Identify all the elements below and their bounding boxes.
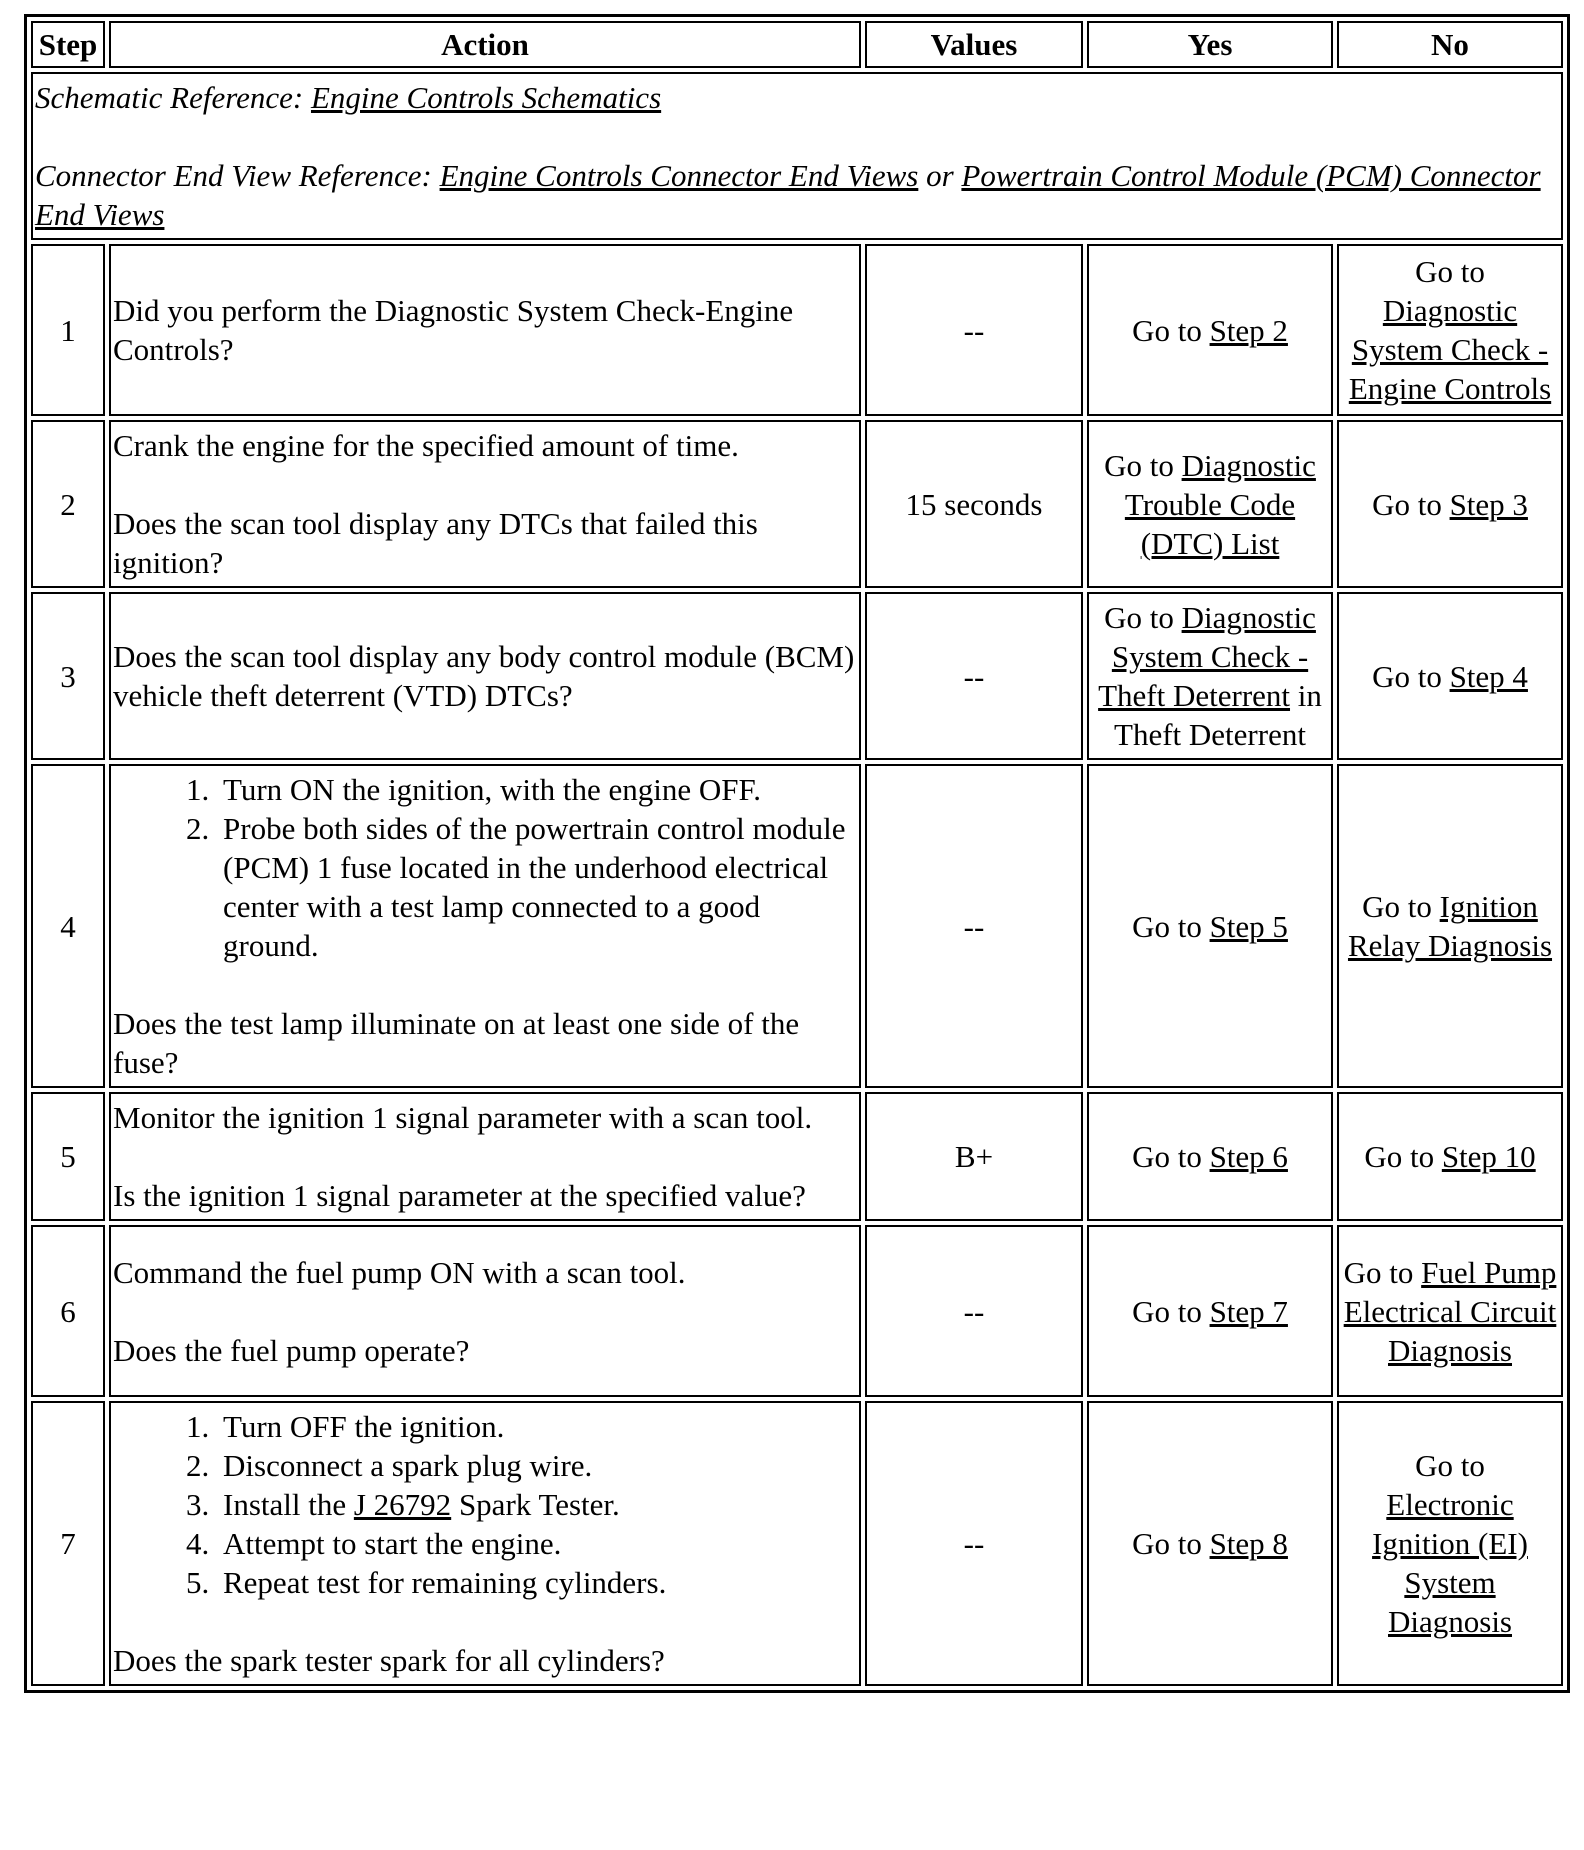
no-cell <box>1337 420 1563 588</box>
no-prefix: Go to <box>1372 486 1450 522</box>
value-cell: -- <box>865 764 1083 1088</box>
yes-cell <box>1087 420 1333 588</box>
value-cell: -- <box>865 1225 1083 1397</box>
table-row <box>31 420 1563 588</box>
value-cell: -- <box>865 592 1083 760</box>
list-item: 2. Disconnect a spark plug wire. <box>217 1446 857 1485</box>
action-cell <box>109 420 861 588</box>
yes-cell <box>1087 1092 1333 1221</box>
no-prefix: Go to <box>1343 1254 1422 1290</box>
action-cell <box>109 1092 861 1221</box>
no-link[interactable]: Diagnostic System Check - Engine Controls <box>1348 293 1552 406</box>
yes-prefix: Go to <box>1132 1526 1210 1561</box>
table-row <box>31 1225 1563 1397</box>
diagnostic-table <box>24 14 1570 1693</box>
header-no: No <box>1337 21 1563 68</box>
yes-link[interactable]: Step 2 <box>1209 312 1288 348</box>
yes-prefix: Go to <box>1104 600 1182 635</box>
connector-end-views-link[interactable]: Engine Controls Connector End Views <box>439 158 919 193</box>
no-link[interactable]: Ignition Relay Diagnosis <box>1347 889 1553 963</box>
yes-prefix: Go to <box>1132 1139 1210 1174</box>
action-question: Is the ignition 1 signal parameter at the specified value? <box>113 1178 806 1213</box>
no-link[interactable]: Step 10 <box>1441 1139 1536 1174</box>
diagnostic-table-wrapper <box>24 14 1564 1693</box>
yes-suffix: in Theft Deterrent <box>1114 678 1322 752</box>
yes-cell <box>1087 244 1333 416</box>
action-question: Did you perform the Diagnostic System Check-Engine Controls? <box>113 293 794 367</box>
list-item-text: Install the <box>223 1487 354 1522</box>
yes-prefix: Go to <box>1104 447 1182 483</box>
no-prefix: Go to <box>1415 1448 1485 1483</box>
no-prefix: Go to <box>1372 658 1450 694</box>
schematic-reference-label: Schematic Reference: <box>35 80 311 115</box>
action-instruction: Command the fuel pump ON with a scan tool. <box>113 1254 686 1290</box>
action-cell <box>109 244 861 416</box>
no-cell <box>1337 592 1563 760</box>
table-row <box>31 1092 1563 1221</box>
no-prefix: Go to <box>1415 254 1485 289</box>
header-values: Values <box>865 21 1083 68</box>
action-instruction: Monitor the ignition 1 signal parameter with a scan tool. <box>113 1100 813 1135</box>
no-cell <box>1337 1401 1563 1686</box>
list-item: 4. Attempt to start the engine. <box>217 1524 857 1563</box>
value-cell: -- <box>865 1401 1083 1686</box>
step-number: 5 <box>31 1092 105 1221</box>
no-link[interactable]: Step 3 <box>1449 486 1528 522</box>
action-cell <box>109 764 861 1088</box>
value-cell: 15 seconds <box>865 420 1083 588</box>
step-number: 3 <box>31 592 105 760</box>
yes-cell <box>1087 764 1333 1088</box>
connector-or-text: or <box>918 158 962 193</box>
list-item: 1. Turn ON the ignition, with the engine OFF. <box>217 770 857 809</box>
yes-link[interactable]: Diagnostic System Check - Theft Deterrent <box>1098 600 1316 713</box>
list-item <box>217 1485 857 1524</box>
table-row <box>31 592 1563 760</box>
yes-link[interactable]: Step 6 <box>1209 1139 1288 1174</box>
header-step: Step <box>31 21 105 68</box>
action-question: Does the spark tester spark for all cylinders? <box>113 1643 665 1678</box>
reference-cell <box>31 72 1563 240</box>
yes-prefix: Go to <box>1132 1293 1210 1329</box>
no-link[interactable]: Fuel Pump Electrical Circuit Diagnosis <box>1343 1254 1557 1368</box>
action-steps-list <box>113 770 857 965</box>
connector-reference-label: Connector End View Reference: <box>35 158 440 193</box>
step-number: 4 <box>31 764 105 1088</box>
value-cell: B+ <box>865 1092 1083 1221</box>
yes-link[interactable]: Step 8 <box>1209 1526 1288 1561</box>
list-item: 5. Repeat test for remaining cylinders. <box>217 1563 857 1602</box>
action-cell <box>109 1401 861 1686</box>
table-row <box>31 244 1563 416</box>
header-action: Action <box>109 21 861 68</box>
spark-tester-tool-link[interactable]: J 26792 <box>353 1487 452 1522</box>
list-item: 2. Probe both sides of the powertrain control module (PCM) 1 fuse located in the underhood electrical center with a test lamp connected to a good ground. <box>217 809 857 965</box>
action-instruction: Crank the engine for the specified amount of time. <box>113 428 739 463</box>
pcm-connector-end-views-link[interactable]: Powertrain Control Module (PCM) Connector End Views <box>35 158 1541 232</box>
yes-prefix: Go to <box>1132 312 1210 348</box>
header-row <box>31 21 1563 68</box>
no-prefix: Go to <box>1362 889 1440 924</box>
value-cell: -- <box>865 244 1083 416</box>
yes-cell <box>1087 592 1333 760</box>
table-row <box>31 1401 1563 1686</box>
action-question: Does the scan tool display any body control module (BCM) vehicle theft deterrent (VTD) DTCs? <box>113 639 855 713</box>
action-steps-list <box>113 1407 857 1602</box>
yes-link[interactable]: Step 5 <box>1209 908 1288 944</box>
header-yes: Yes <box>1087 21 1333 68</box>
table-row <box>31 764 1563 1088</box>
action-cell <box>109 592 861 760</box>
list-item: 1. Turn OFF the ignition. <box>217 1407 857 1446</box>
yes-link[interactable]: Diagnostic Trouble Code (DTC) List <box>1124 447 1316 561</box>
step-number: 6 <box>31 1225 105 1397</box>
no-cell <box>1337 1225 1563 1397</box>
no-prefix: Go to <box>1364 1139 1442 1174</box>
step-number: 1 <box>31 244 105 416</box>
yes-prefix: Go to <box>1132 908 1210 944</box>
step-number: 7 <box>31 1401 105 1686</box>
action-cell <box>109 1225 861 1397</box>
list-item-text: Spark Tester. <box>451 1487 620 1522</box>
reference-row <box>31 72 1563 240</box>
no-cell <box>1337 1092 1563 1221</box>
yes-cell <box>1087 1225 1333 1397</box>
action-question: Does the test lamp illuminate on at least one side of the fuse? <box>113 1006 800 1080</box>
yes-cell <box>1087 1401 1333 1686</box>
action-question: Does the scan tool display any DTCs that failed this ignition? <box>113 506 758 580</box>
no-cell <box>1337 244 1563 416</box>
no-link[interactable]: Step 4 <box>1449 658 1528 694</box>
no-link[interactable]: Electronic Ignition (EI) System Diagnosis <box>1372 1487 1528 1639</box>
no-cell <box>1337 764 1563 1088</box>
schematic-reference-link[interactable]: Engine Controls Schematics <box>310 80 662 115</box>
yes-link[interactable]: Step 7 <box>1209 1293 1288 1329</box>
action-question: Does the fuel pump operate? <box>113 1332 470 1368</box>
step-number: 2 <box>31 420 105 588</box>
